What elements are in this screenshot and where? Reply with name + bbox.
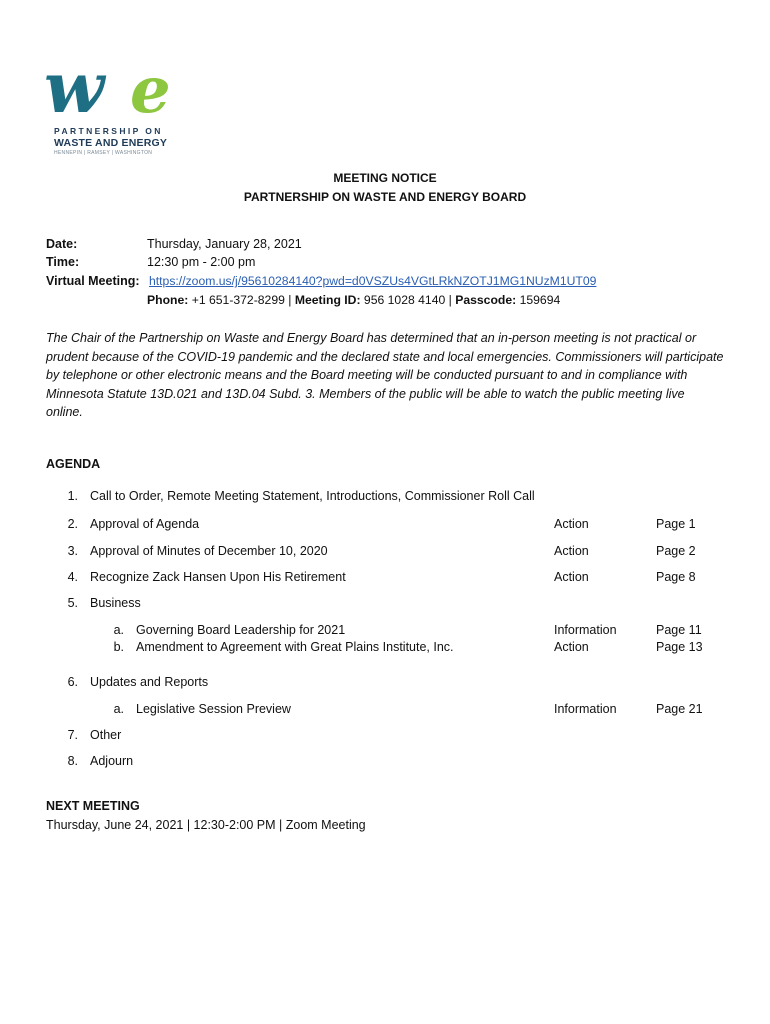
- next-meeting-heading: NEXT MEETING: [46, 799, 140, 813]
- agenda-item-page: Page 1: [656, 517, 696, 531]
- agenda-item-number: 2.: [67, 517, 78, 531]
- sub-item-letter: a.: [113, 623, 124, 637]
- agenda-item-page: Page 2: [656, 544, 696, 558]
- notice-line: online.: [46, 405, 83, 420]
- sub-item-text: Legislative Session Preview: [136, 702, 291, 716]
- agenda-item-text: Other: [90, 728, 122, 742]
- date-label: Date:: [46, 237, 78, 251]
- page-title: MEETING NOTICE: [333, 171, 437, 185]
- agenda-item-text: Adjourn: [90, 754, 134, 768]
- agenda-item-action: Action: [554, 517, 589, 531]
- sub-item-action: Information: [554, 702, 617, 716]
- agenda-item-action: Action: [554, 544, 589, 558]
- agenda-item-number: 5.: [67, 596, 78, 610]
- agenda-item-text: Approval of Minutes of December 10, 2020: [90, 544, 328, 558]
- notice-line: by telephone or other electronic means and the Board meeting will be conducted pursuant to and in compliance with: [46, 368, 688, 383]
- time-value: 12:30 pm - 2:00 pm: [147, 255, 256, 269]
- agenda-item-number: 1.: [67, 489, 78, 503]
- meeting-id-label: Meeting ID:: [294, 293, 361, 307]
- we-logo-icon: [44, 54, 204, 126]
- agenda-item-action: Action: [554, 570, 589, 584]
- sub-item-action: Information: [554, 623, 617, 637]
- date-value: Thursday, January 28, 2021: [147, 237, 302, 251]
- phone-value: +1 651-372-8299: [191, 293, 285, 307]
- sub-item-page: Page 13: [656, 640, 703, 654]
- notice-line: The Chair of the Partnership on Waste and Energy Board has determined that an in-person meeting is not practical or: [46, 331, 697, 345]
- notice-paragraph: [46, 329, 736, 422]
- notice-line: prudent because of the COVID-19 pandemic and the declared state and local emergencies. Commissioners will participate: [46, 349, 724, 364]
- agenda-item-number: 6.: [67, 675, 78, 689]
- agenda-item-text: Call to Order, Remote Meeting Statement, Introductions, Commissioner Roll Call: [90, 489, 535, 503]
- logo-w-glyph: w: [44, 54, 105, 126]
- partnership-logo: [44, 54, 204, 160]
- phone-label: Phone:: [147, 293, 189, 307]
- zoom-link[interactable]: https://zoom.us/j/95610284140?pwd=d0VSZUs4VGtLRkNZOTJ1MG1NUzM1UT09: [149, 274, 597, 288]
- passcode-value: 159694: [519, 293, 561, 307]
- agenda-item-text: Updates and Reports: [90, 675, 209, 689]
- logo-e-glyph: e: [130, 54, 171, 126]
- phone-line: [147, 293, 560, 307]
- logo-line-3: HENNEPIN | RAMSEY | WASHINGTON: [54, 150, 153, 156]
- sub-item-letter: b.: [113, 640, 124, 654]
- separator: |: [288, 293, 292, 307]
- logo-line-1: PARTNERSHIP ON: [54, 126, 163, 136]
- agenda-item-text: Business: [90, 596, 141, 610]
- agenda-item-number: 3.: [67, 544, 78, 558]
- separator: |: [448, 293, 452, 307]
- agenda-item-text: Recognize Zack Hansen Upon His Retirement: [90, 570, 346, 584]
- sub-item-text: Amendment to Agreement with Great Plains Institute, Inc.: [136, 640, 454, 654]
- page-subtitle: PARTNERSHIP ON WASTE AND ENERGY BOARD: [243, 190, 527, 204]
- agenda-item-text: Approval of Agenda: [90, 517, 200, 531]
- sub-item-action: Action: [554, 640, 589, 654]
- sub-item-page: Page 21: [656, 702, 703, 716]
- time-label: Time:: [46, 255, 80, 269]
- next-meeting-text: Thursday, June 24, 2021 | 12:30-2:00 PM | Zoom Meeting: [46, 818, 366, 832]
- agenda-item-number: 8.: [67, 754, 78, 768]
- agenda-item-number: 7.: [67, 728, 78, 742]
- sub-item-letter: a.: [113, 702, 124, 716]
- sub-item-text: Governing Board Leadership for 2021: [136, 623, 346, 637]
- logo-line-2: WASTE AND ENERGY: [54, 137, 168, 149]
- meeting-id-value: 956 1028 4140: [363, 293, 446, 307]
- sub-item-page: Page 11: [656, 623, 702, 637]
- notice-line: Minnesota Statute 13D.021 and 13D.04 Subd. 3. Members of the public will be able to watch the public meeting live: [46, 386, 685, 401]
- virtual-meeting-label: Virtual Meeting:: [46, 274, 140, 288]
- agenda-item-page: Page 8: [656, 570, 696, 584]
- passcode-label: Passcode:: [455, 293, 517, 307]
- agenda-heading: AGENDA: [46, 457, 101, 471]
- agenda-item-number: 4.: [67, 570, 78, 584]
